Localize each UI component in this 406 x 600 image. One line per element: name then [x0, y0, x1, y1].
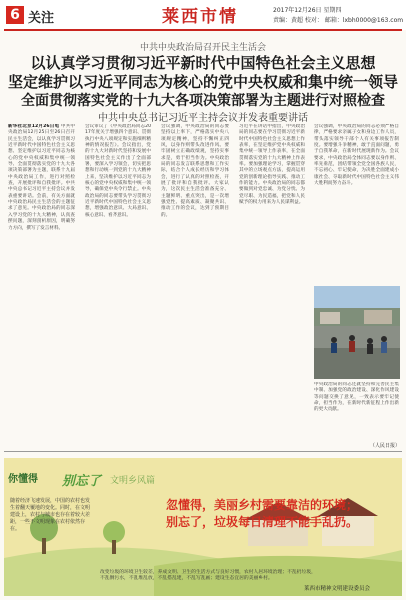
headline-line-2: 坚定维护以习近平同志为核心的党中央权威和集中统一领导	[7, 73, 398, 91]
article-kicker: 中共中央政治局召开民主生活会	[139, 43, 266, 53]
promo-slogan-2: 别忘了，垃圾每日清理不能手乱扔。	[166, 515, 359, 529]
promo-title: 别忘了	[62, 474, 102, 489]
editor-credits: 责编：黄超 校对： 邮箱：lxbh0000@163.com	[273, 17, 404, 24]
promo-slogan-1: 忽懂得，美丽乡村需要靠洁的环境；	[166, 498, 359, 512]
promo-footer-text: 改变垃圾的环境卫生较差，养成文明、卫生的生活方式与良好习惯，农村人居环境治理；不乱扔垃圾，不乱倒污水，不乱堆乱放，不乱搭乱建，不乱写乱画；建设生态宜居的美丽乡村。	[100, 570, 316, 582]
promo-organization: 莱西市精神文明建设委员会	[304, 586, 371, 592]
article-dateline: 新华社北京12月26日电	[8, 124, 60, 129]
masthead-title: 莱西市情	[162, 7, 238, 27]
headline-line-3: 全面贯彻落实党的十九大各项决策部署为主题进行对照检查	[21, 93, 385, 109]
promo-lead: 你懂得	[8, 474, 38, 485]
article-column-5-continued: 中央政治局的同志还就坚持和完善民主集中制、加强党的政治建设、深化作风建设等问题交换了意见，一致表示要牢记使命，担当作为，在新时代新征程上作出新的更大贡献。	[314, 382, 399, 413]
photo-illustration	[314, 286, 400, 379]
article-column-2: 会议审议了《中央政治局同志2017年度关于增强四个意识、贯彻执行中央八项规定和实施细则精神的情况报告》。会议指出，党的十九大对新时代坚持和发展中国特色社会主义作出了全面部署，要深入学习领会，切实把思想和行动统一到党的十九大精神上来，坚决维护以习近平同志为核心的党中央权威和集中统一领导，确保党中央令行禁止。中央政治局的同志要带头学习贯彻习近平新时代中国特色社会主义思想，增强政治意识、大局意识、核心意识、看齐意识。	[85, 124, 151, 218]
headline-line-1: 以认真学习贯彻习近平新时代中国特色社会主义思想	[30, 54, 376, 72]
promo-intro-text: 随着经济飞速发展，中国的农村也发生着翻天覆地的变化。同时，在文明建设上，农村与城市也存在着较大差距，一些不文明现象在农村依然存在。	[10, 498, 91, 532]
issue-date: 2017年12月26日 星期四	[273, 7, 342, 14]
meeting-photo	[314, 286, 400, 379]
article-subheadline: 中共中央总书记习近平主持会议并发表重要讲话	[98, 113, 308, 124]
article-column-5: 会议强调，中央政治局的同志必须严格自律，严格要求亲属子女和身边工作人员，带头落实领导干部个人有关事项报告制度。要增强斗争精神，敢于直面问题，勇于自我革命，在新时代展现新作为。会议要求，中央政治局全体同志要以身作则、率先垂范，团结带领全党全国各族人民，不忘初心、牢记使命，为决胜全面建成小康社会、夺取新时代中国特色社会主义伟大胜利而努力奋斗。	[314, 124, 399, 187]
article-column-1	[8, 124, 75, 446]
article-column-4: 习近平在讲话中指出，中央政治局的同志要在学习贯彻习近平新时代中国特色社会主义思想上作表率，在坚定维护党中央权威和集中统一领导上作表率，在全面贯彻落实党的十九大精神上作表率。要加强理论学习，掌握贯穿其中的立场观点方法，提高运用党的创新理论指导实践、推动工作的能力。中央政治局的同志都要做到对党忠诚、为党分忧、为党尽职、为民造福，把党和人民赋予的权力用来为人民谋利益。	[239, 124, 305, 206]
page-number-badge: 6	[6, 6, 24, 24]
promo-subtitle: 文明乡风篇	[110, 476, 156, 486]
article-column-3: 会议强调，中央政治局的同志要坚持以上率下，严格落实中央八项规定精神，坚持不懈纠正四风，以身作则带头改进作风。要牢固树立正确政绩观，坚持实事求是，勇于担当作为。中央政治局的同志发言联系思想和工作实际，结合个人成长经历和学习体会，进行了认真的对照检查，开展了批评和自我批评。大家认为，这次民主生活会准备充分、主题鲜明、重点突出，是一次增强党性、提高素质、凝聚共识、推动工作的会议，达到了预期目的。	[161, 124, 229, 218]
bottom-divider	[4, 451, 402, 452]
header-divider	[4, 29, 402, 31]
section-label: 关注	[28, 11, 55, 26]
article-source: （人民日报）	[369, 443, 400, 449]
column-1-text: 中共中央政治局12月25日至26日召开民主生活会，以认真学习贯彻习近平新时代中国特色社会主义思想、坚定维护以习近平同志为核心的党中央权威和集中统一领导、全面贯彻落实党的十九大各项决策部署为主题，联系十九届中央政治局工作，进行对照检查，开展批评和自我批评。中共中央总书记习近平主持会议并发表重要讲话。会前，有关方面就中央政治局民主生活会的主题征求了意见。中央政治局的同志深入学习党的十九大精神，认真查摆问题，深刻剖析原因，明确努力方向，撰写了发言材料。	[8, 124, 75, 231]
